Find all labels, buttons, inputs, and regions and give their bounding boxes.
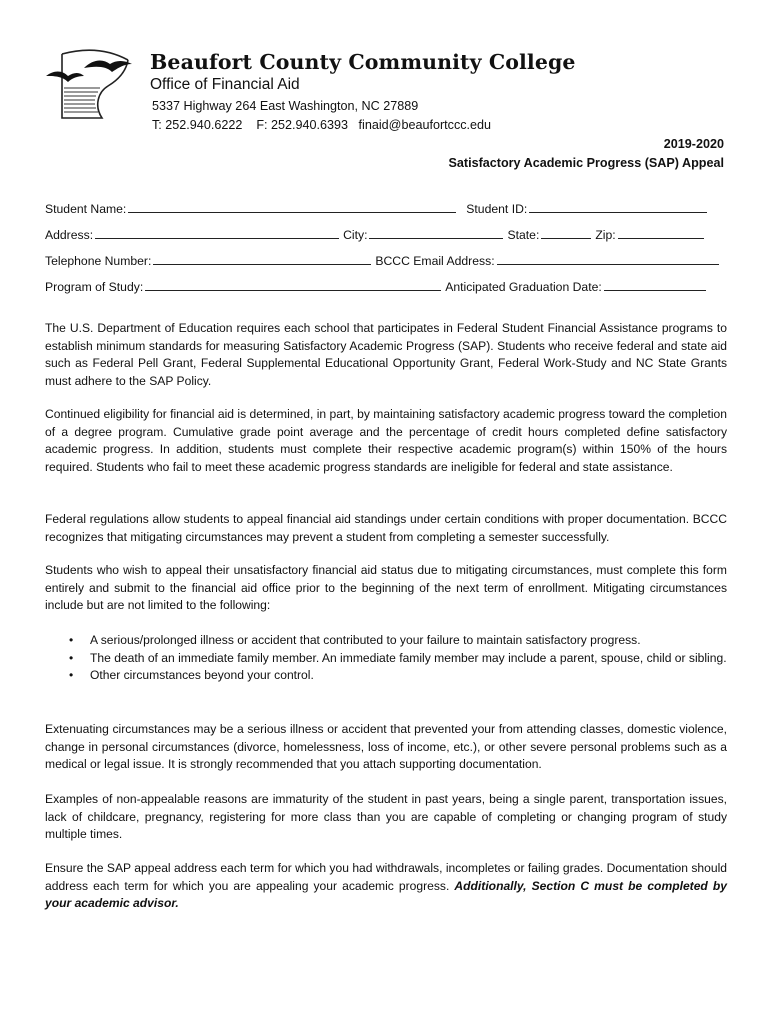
telephone-field[interactable] <box>153 252 371 265</box>
city-label: City: <box>343 228 368 242</box>
form-row-program <box>45 278 727 294</box>
email-field[interactable] <box>497 252 719 265</box>
student-name-field[interactable] <box>128 200 456 213</box>
mitigating-circumstances-list <box>45 632 727 685</box>
city-field[interactable] <box>369 226 503 239</box>
list-item: • A serious/prolonged illness or accident that contributed to your failure to maintain satisfactory progress. <box>45 632 727 650</box>
document-title: Satisfactory Academic Progress (SAP) Appeal <box>448 156 724 170</box>
list-item: • Other circumstances beyond your control. <box>45 667 727 685</box>
form-row-address <box>45 226 727 242</box>
section-c-note: Additionally, Section C must be completed by your academic advisor. <box>45 878 727 911</box>
graduation-label: Anticipated Graduation Date: <box>445 280 602 294</box>
email-label: BCCC Email Address: <box>375 254 495 268</box>
zip-label: Zip: <box>595 228 616 242</box>
program-field[interactable] <box>145 278 441 291</box>
college-contact: T: 252.940.6222 F: 252.940.6393 finaid@beaufortccc.edu <box>152 118 492 132</box>
telephone-label: Telephone Number: <box>45 254 152 268</box>
paragraph-appeal-instructions: Students who wish to appeal their unsatisfactory financial aid status due to mitigating circumstances, must complete this form entirely and submit to the financial aid office prior to the beginning of the next term of enrollment. Mitigating circumstances include but are not limited to the following: <box>45 563 727 613</box>
paragraph-federal-regulations: Federal regulations allow students to appeal financial aid standings under certain conditions with proper documentation. BCCC recognizes that mitigating circumstances may prevent a student from completing a semester successfully. <box>45 512 727 544</box>
list-item: • The death of an immediate family member. An immediate family member may include a parent, spouse, child or sibling. <box>45 650 727 668</box>
bullet-icon: • <box>69 633 74 647</box>
paragraph-documentation: Ensure the SAP appeal address each term for which you had withdrawals, incompletes or failing grades. Documentation should address each term for which you are appealing your academic progress. Additionally, Section C must be completed by your academic advisor. <box>45 861 727 911</box>
graduation-date-field[interactable] <box>604 278 706 291</box>
seagull-water-logo-icon <box>44 46 136 126</box>
form-row-contact <box>45 252 727 268</box>
office-name: Office of Financial Aid <box>150 76 300 93</box>
bullet-icon: • <box>69 668 74 683</box>
student-id-label: Student ID: <box>466 202 528 216</box>
document-year: 2019-2020 <box>663 137 724 151</box>
paragraph-eligibility: Continued eligibility for financial aid is determined, in part, by maintaining satisfactory academic progress toward the completion of a degree program. Cumulative grade point average and the percentage of credit hours completed define satisfactory academic progress. In addition, students must complete their respective academic program(s) within 150% of the hours required. Students who fail to meet these academic progress standards are ineligible for federal and state assistance. <box>45 407 727 474</box>
state-label: State: <box>507 228 540 242</box>
state-field[interactable] <box>541 226 591 239</box>
paragraph-sap-requirement: The U.S. Department of Education requires each school that participates in Federal Student Financial Assistance programs to establish minimum standards for measuring Satisfactory Academic Progress (SAP). Students who receive federal and state aid such as Federal Pell Grant, Federal Supplemental Educational Opportunity Grant, Federal Work-Study and NC State Grants must adhere to the SAP Policy. <box>45 321 727 388</box>
address-label: Address: <box>45 228 94 242</box>
zip-field[interactable] <box>618 226 704 239</box>
form-row-name <box>45 200 727 216</box>
college-name: Beaufort County Community College <box>150 50 576 74</box>
paragraph-extenuating: Extenuating circumstances may be a serious illness or accident that prevented your from attending classes, domestic violence, change in personal circumstances (divorce, homelessness, loss of income, etc.), or other severe personal problems such as a medical or legal issue. It is strongly recommended that you attach supporting documentation. <box>45 722 727 772</box>
address-field[interactable] <box>95 226 339 239</box>
student-name-label: Student Name: <box>45 202 127 216</box>
student-id-field[interactable] <box>529 200 707 213</box>
college-address: 5337 Highway 264 East Washington, NC 27889 <box>152 99 419 113</box>
program-label: Program of Study: <box>45 280 144 294</box>
bullet-icon: • <box>69 650 74 665</box>
paragraph-non-appealable: Examples of non-appealable reasons are immaturity of the student in past years, being a single parent, transportation issues, lack of childcare, pregnancy, registering for more class than you are capable of completing or changing program of study multiple times. <box>45 792 727 842</box>
